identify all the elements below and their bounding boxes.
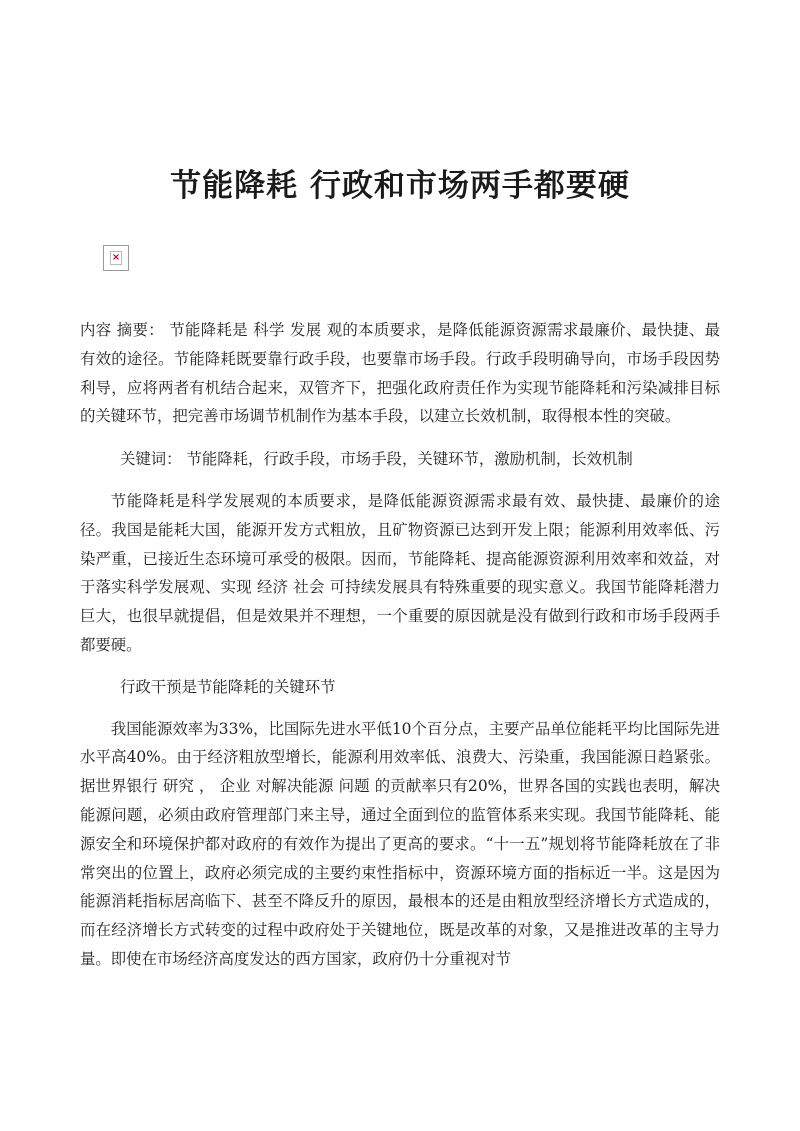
broken-image-icon: × [103,245,129,271]
section-heading: 行政干预是节能降耗的关键环节 [120,677,336,696]
abstract-paragraph [80,316,720,431]
body-paragraph-1: 节能降耗是科学发展观的本质要求，是降低能源资源需求最有效、最快捷、最廉价的途径。我国是能耗大国，能源开发方式粗放，且矿物资源已达到开发上限；能源利用效率低、污染严重，已接近生态环境可承受的极限。因而，节能降耗、提高能源资源利用效率和效益，对于落实科学发展观、实现 经济 社会 可持续发展具有特殊重要的现实意义。我国节能降耗潜力巨大，也很早就提倡，但是效果并不理想，一个重要的原因就是没有做到行政和市场手段两手都要硬。 [80,491,720,654]
body-paragraph-2: 我国能源效率为33%，比国际先进水平低10个百分点，主要产品单位能耗平均比国际先进水平高40%。由于经济粗放型增长，能源利用效率低、浪费大、污染重，我国能源日趋紧张。据世界银行 研究 ， 企业 对解决能源 问题 的贡献率只有20%，世界各国的实践也表明，解决能源问题，必须由政府管理部门来主导，通过全面到位的监管体系来实现。我国节能降耗、能源安全和环境保护都对政府的有效作为提出了更高的要求。“十一五”规划将节能降耗放在了非常突出的位置上，政府必须完成的主要约束性指标中，资源环境方面的指标近一半。这是因为能源消耗指标居高临下、甚至不降反升的原因，最根本的还是由粗放型经济增长方式造成的，而在经济增长方式转变的过程中政府处于关键地位，既是改革的对象，又是推进改革的主导力量。即使在市场经济高度发达的西方国家，政府仍十分重视对节 [80,719,720,968]
keywords-text: 节能降耗，行政手段，市场手段，关键环节，激励机制，长效机制 [181,450,633,469]
keywords-line [80,445,720,474]
document-body [80,316,720,974]
document-title: 节能降耗 行政和市场两手都要硬 [170,168,630,204]
abstract-label: 内容 摘要： [80,321,164,339]
keywords-label: 关键词： [120,450,182,469]
abstract-text: 节能降耗是 科学 发展 观的本质要求，是降低能源资源需求最廉价、最快捷、最有效的途径。节能降耗既要靠行政手段，也要靠市场手段。行政手段明确导向，市场手段因势利导，应将两者有机结合起来，双管齐下，把强化政府责任作为实现节能降耗和污染减排目标的关键环节，把完善市场调节机制作为基本手段，以建立长效机制，取得根本性的突破。 [80,321,720,426]
